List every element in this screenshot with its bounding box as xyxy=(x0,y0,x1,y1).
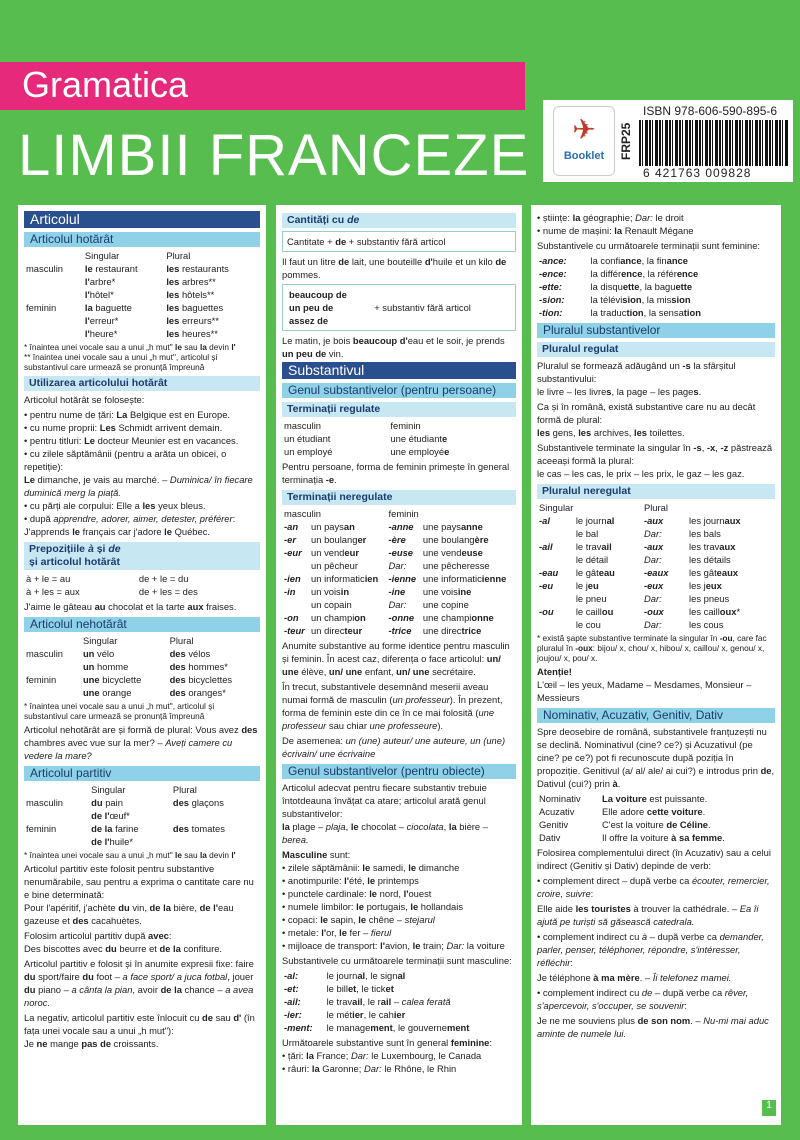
product-code: FRP25 xyxy=(619,122,633,160)
isbn-box xyxy=(543,100,793,182)
booklet-logo: ✈ Booklet xyxy=(553,106,615,176)
barcode-number: 6 421763 009828 xyxy=(643,166,752,180)
column-2: Cantități cu de Cantitate + de + substantiv fără articol Il faut un litre de lait, une bouteille d'huile et un kilo de pommes. beaucoup de un peu de assez de + substantiv fără articol Le matin, je bois beaucoup d'eau et le soir, je prends un peu de vin. Substantivul Genul substantivelor (pentru persoane) Terminații regulate masculin feminin un étudiant une étudiante un employé une employée Pentru persoane, forma de feminin primește în general terminația -e. Terminații neregulate masculin feminin -an un paysan -anne une paysanne -er un boulanger -ère une boulangère -eur un vendeur -euse une vendeuse un pêcheur Dar: une pêcheresse -ien un informaticien -ienne une informaticienne -in un voisin -ine une voisine un copain Dar: une copine -on un champion -onne une championne -teur un directeur -trice une directrice Anumite substantive au forme identice pentru masculin și feminin. În acest caz, diferența o face articolul: un/ une élève, un/ une enfant, un/ une secrétaire. În trecut, substantivele desemnând meserii aveau numai formă de masculin (un professeur). În prezent, forma de feminin este din ce în ce mai folosită (une professeur sau chiar une professeure). De asemenea: un (une) auteur/ une auteure, un (une) écrivain/ une écrivaine Genul substantivelor (pentru obiecte) Articolul adecvat pentru fiecare substantiv trebuie întotdeauna învățat ca atare; articolul arată genul substantivelor: la plage – plaja, le chocolat – ciocolata, la bière – berea. Masculine sunt: • zilele săptămânii: le samedi, le dimanche • anotimpurile: l'été, le printemps • punctele cardinale: le nord, l'ouest • numele limbilor: le portugais, le hollandais • copaci: le sapin, le chêne – stejarul • metale: l'or, le fer – fierul • mijloace de transport: l'avion, le train; Dar: la voiture Substantivele cu următoarele terminații sunt masculine: -al: le journal, le signal -et: le billet, le ticket -ail: le travail, le rail – calea ferată -ier: le métier, le cahier -ment: le management, le gouvernement Următoarele substantive sunt în general feminine: • țări: la France; Dar: le Luxembourg, le Canada • râuri: la Garonne; Dar: le Rhône, le Rhin xyxy=(276,205,522,1125)
title-small: Gramatica xyxy=(22,64,189,105)
column-3: • științe: la géographie; Dar: le droit • nume de mașini: la Renault Mégane Substantivele cu următoarele terminații sunt feminine: -ance: la confiance, la finance -ence: la différence, la référence -ette: la disquette, la baguette -sion: la télévision, la mission -tion: la traduction, la sensation Pluralul substantivelor Pluralul regulat Pluralul se formează adăugând un -s la sfârșitul substantivului: le livre – les livres, la page – les pages. Ca și în română, există substantive care nu au decât formă de plural: les gens, les archives, les toilettes. Substantivele terminate la singular în -s, -x, -z păstrează aceeași formă la plural: le cas – les cas, le prix – les prix, le gaz – les gaz. Pluralul neregulat Singular Plural -al le journal -aux les journaux le bal Dar: les bals -ail le travail -aux les travaux le détail Dar: les détails -eau le gâteau -eaux les gâteaux -eu le jeu -eux les jeux le pneu Dar: les pneus -ou le caillou -oux les cailloux* le cou Dar: les cous * există șapte substantive terminate la singular în -ou, care fac pluralul în -oux: bijou/ x, chou/ x, hibou/ x, caillou/ x, genou/ x, joujou/ x, pou/ x. Atenție! L'œil – les yeux, Madame – Mesdames, Monsieur – Messieurs Nominativ, Acuzativ, Genitiv, Dativ Spre deosebire de română, substantivele franțuzești nu se declină. Nominativul (cine? ce?) și Acuzativul (pe cine? pe ce?) pot fi recunoscute după poziția în propoziție. Genitivul (a/ al/ ale/ ai cui?) e introdus prin de, Dativul (cui?) prin à. Nominativ La voiture est puissante. Acuzativ Elle adore cette voiture. Genitiv C'est la voiture de Céline. Dativ Il offre la voiture à sa femme. Folosirea complementului direct (în Acuzativ) sau a celui indirect (Genitiv și Dativ) depinde de verb: • complement direct – după verbe ca écouter, remercier, croire, suivre: Elle aide les touristes à trouver la cathédrale. – Ea îi ajută pe turiști să găsească catedrala. • complement indirect cu à – după verbe ca demander, parler, penser, téléphoner, répondre, s'intéresser, réfléchir: Je téléphone à ma mère. – Îi telefonez mamei. • complement indirect cu de – după verbe ca rêver, s'apercevoir, s'occuper, se souvenir: Je ne me souviens plus de son nom. – Nu-mi mai aduc aminte de numele lui. xyxy=(531,205,781,1125)
page-number: 1 xyxy=(762,1100,776,1116)
page-title: LIMBII FRANCEZE xyxy=(18,123,530,188)
column-1: Articolul Articolul hotărât Singular Plural masculin le restaurant les restaurants l'arbre* les arbres** l'hôtel* les hôtels** feminin la baguette les baguettes l'erreur* les erreurs** l'heure* les heures** * înaintea unei vocale sau a unui „h mut" le sau la devin l' ** înaintea unei vocale sau a unui „h mut", articolul și substantivul care urmează se pronunță împreună Utilizarea articolului hotărât Articolul hotărât se folosește: • pentru nume de țări: La Belgique est en Europe. • cu nume proprii: Les Schmidt arrivent demain. • pentru titluri: Le docteur Meunier est en vacances. • cu zilele săptămânii (pentru a arăta un obicei, o repetiție): Le dimanche, je vais au marché. – Duminica/ în fiecare duminică merg la piață. • cu părți ale corpului: Elle a les yeux bleus. • după apprendre, adorer, aimer, detester, préférer: J'apprends le français car j'adore le Québec. Prepozițiile à și de și articolul hotărât à + le = au de + le = du à + les = aux de + les = des J'aime le gâteau au chocolat et la tarte aux fraises. Articolul nehotărât Singular Plural masculin un vélo des vélos un homme des hommes* feminin une bicyclette des bicyclettes une orange des oranges* * înaintea unei vocale sau a unui „h mut", articolul și substantivul care urmează se pronunță împreună Articolul nehotărât are și formă de plural: Vous avez des chambres avec vue sur la mer? – Aveți camere cu vedere la mare? Articolul partitiv Singular Plural masculin du pain de l'œuf* des glaçons feminin de la farine de l'huile* des tomates * înaintea unei vocale sau a unui „h mut" le sau la devin l' Articolul partitiv este folosit pentru substantive nenumărabile, sau pentru a exprima o cantitate care nu e bine determinată: Pour l'apéritif, j'achète du vin, de la bière, de l'eau gazeuse et des cacahuètes. Folosim articolul partitiv după avec: Des biscottes avec du beurre et de la confiture. Articolul partitiv e folosit și în anumite expresii fixe: faire du sport/faire du foot – a face sport/ a juca fotbal, jouer du piano – a cânta la pian, avoir de la chance – a avea noroc. La negativ, articolul partitiv este înlocuit cu de sau d' (în fața unei vocale sau a unui „h mut"): Je ne mange pas de croissants. xyxy=(18,205,266,1125)
isbn: ISBN 978-606-590-895-6 xyxy=(643,104,778,118)
paper-plane-icon: ✈ xyxy=(572,114,596,145)
barcode xyxy=(639,120,789,166)
